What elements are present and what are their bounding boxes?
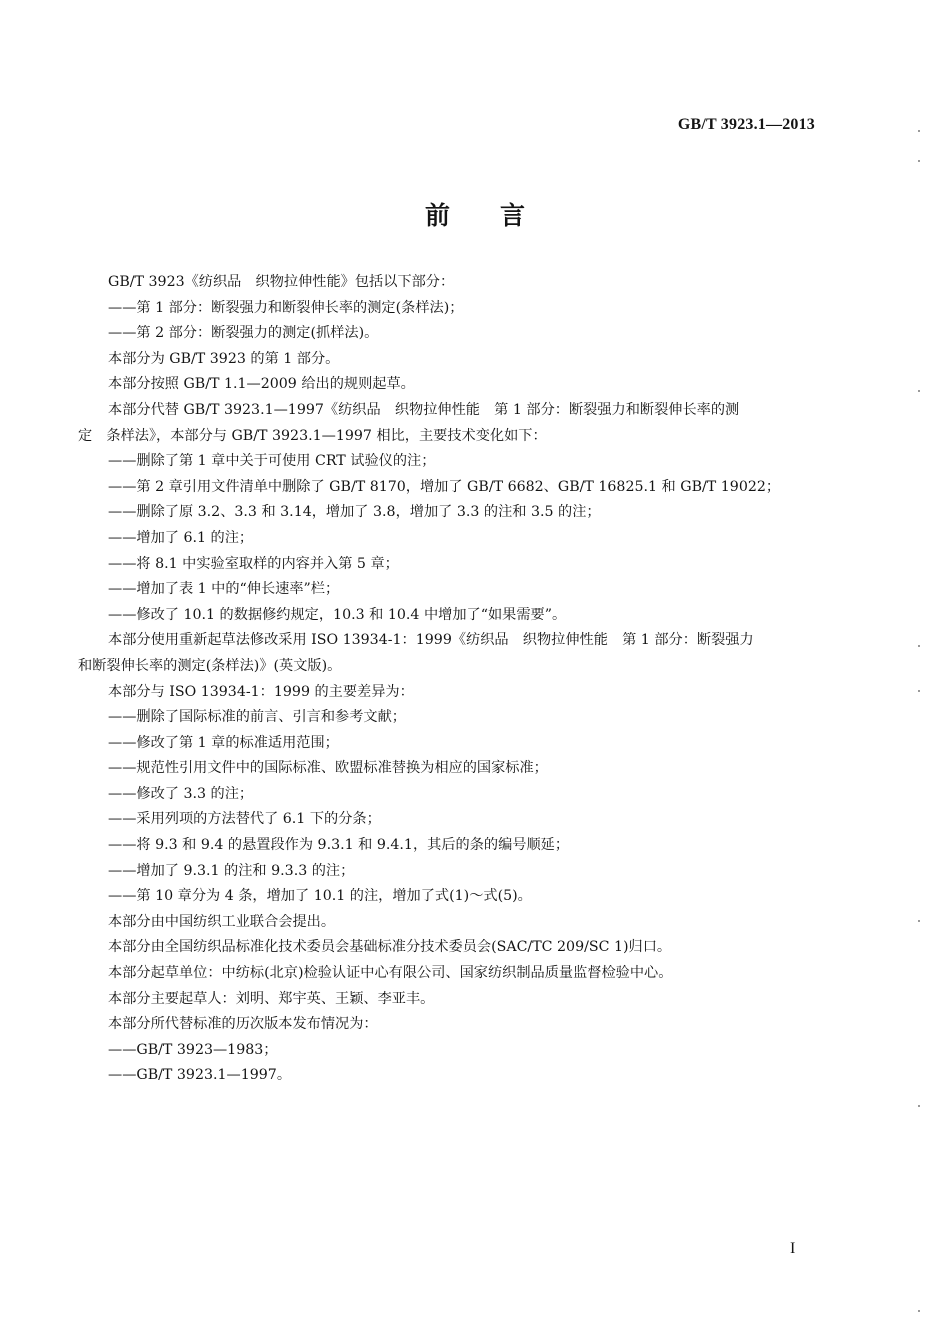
scan-artifact	[918, 390, 920, 392]
paragraph: 本部分与 ISO 13934-1：1999 的主要差异为：	[108, 683, 414, 700]
paragraph: 本部分由中国纺织工业联合会提出。	[108, 913, 336, 930]
list-item: ——修改了 10.1 的数据修约规定，10.3 和 10.4 中增加了“如果需要”。	[108, 606, 567, 623]
list-item: ——删除了原 3.2、3.3 和 3.14，增加了 3.8，增加了 3.3 的注和 3.5 的注；	[108, 504, 601, 521]
list-item: ——第 2 章引用文件清单中删除了 GB/T 8170，增加了 GB/T 6682、GB/T 16825.1 和 GB/T 19022；	[108, 478, 781, 495]
paragraph: 本部分所代替标准的历次版本发布情况为：	[108, 1016, 378, 1033]
list-item: ——第 2 部分：断裂强力的测定(抓样法)。	[108, 325, 379, 342]
list-item: ——第 10 章分为 4 条，增加了 10.1 的注，增加了式(1)～式(5)。	[108, 888, 532, 905]
scan-artifact	[918, 645, 920, 647]
list-item: ——第 1 部分：断裂强力和断裂伸长率的测定(条样法)；	[108, 299, 464, 316]
list-item: ——修改了 3.3 的注；	[108, 785, 254, 802]
paragraph: GB/T 3923《纺织品 织物拉伸性能》包括以下部分：	[108, 274, 455, 290]
paragraph-continuation: 和断裂伸长率的测定(条样法)》(英文版)。	[78, 657, 342, 674]
list-item: ——GB/T 3923—1983；	[108, 1041, 278, 1058]
scan-artifact	[918, 160, 920, 162]
scan-artifact	[918, 1105, 920, 1107]
paragraph: 本部分由全国纺织品标准化技术委员会基础标准分技术委员会(SAC/TC 209/SC 1)归口。	[108, 939, 672, 956]
list-item: ——将 9.3 和 9.4 的悬置段作为 9.3.1 和 9.4.1，其后的条的编号顺延；	[108, 837, 570, 854]
scan-artifact	[918, 690, 920, 692]
paragraph-continuation: 定 条样法》，本部分与 GB/T 3923.1—1997 相比，主要技术变化如下：	[78, 427, 547, 444]
paragraph: 本部分使用重新起草法修改采用 ISO 13934-1：1999《纺织品 织物拉伸性能 第 1 部分：断裂强力	[108, 632, 754, 649]
paragraph: 本部分起草单位：中纺标(北京)检验认证中心有限公司、国家纺织制品质量监督检验中心。	[108, 965, 673, 982]
page-title: 前言	[424, 201, 575, 230]
list-item: ——增加了 6.1 的注；	[108, 529, 254, 546]
paragraph: 本部分代替 GB/T 3923.1—1997《纺织品 织物拉伸性能 第 1 部分：断裂强力和断裂伸长率的测	[108, 401, 740, 418]
list-item: ——GB/T 3923.1—1997。	[108, 1067, 292, 1084]
paragraph: 本部分为 GB/T 3923 的第 1 部分。	[108, 350, 340, 367]
foreword-body	[78, 270, 823, 1089]
list-item: ——采用列项的方法替代了 6.1 下的分条；	[108, 811, 381, 828]
list-item: ——增加了 9.3.1 的注和 9.3.3 的注；	[108, 862, 355, 879]
scan-artifact	[918, 1310, 920, 1312]
list-item: ——删除了国际标准的前言、引言和参考文献；	[108, 709, 406, 726]
list-item: ——将 8.1 中实验室取样的内容并入第 5 章；	[108, 555, 399, 572]
list-item: ——增加了表 1 中的“伸长速率”栏；	[108, 581, 340, 598]
page-number: I	[790, 1240, 796, 1257]
list-item: ——修改了第 1 章的标准适用范围；	[108, 734, 339, 751]
standard-code: GB/T 3923.1—2013	[677, 116, 815, 133]
list-item: ——规范性引用文件中的国际标准、欧盟标准替换为相应的国家标准；	[108, 760, 548, 777]
paragraph: 本部分按照 GB/T 1.1—2009 给出的规则起草。	[108, 376, 415, 393]
paragraph: 本部分主要起草人：刘明、郑宇英、王颖、李亚丰。	[108, 990, 435, 1007]
scan-artifact	[918, 920, 920, 922]
list-item: ——删除了第 1 章中关于可使用 CRT 试验仪的注；	[108, 453, 436, 470]
scan-artifact	[918, 130, 920, 132]
